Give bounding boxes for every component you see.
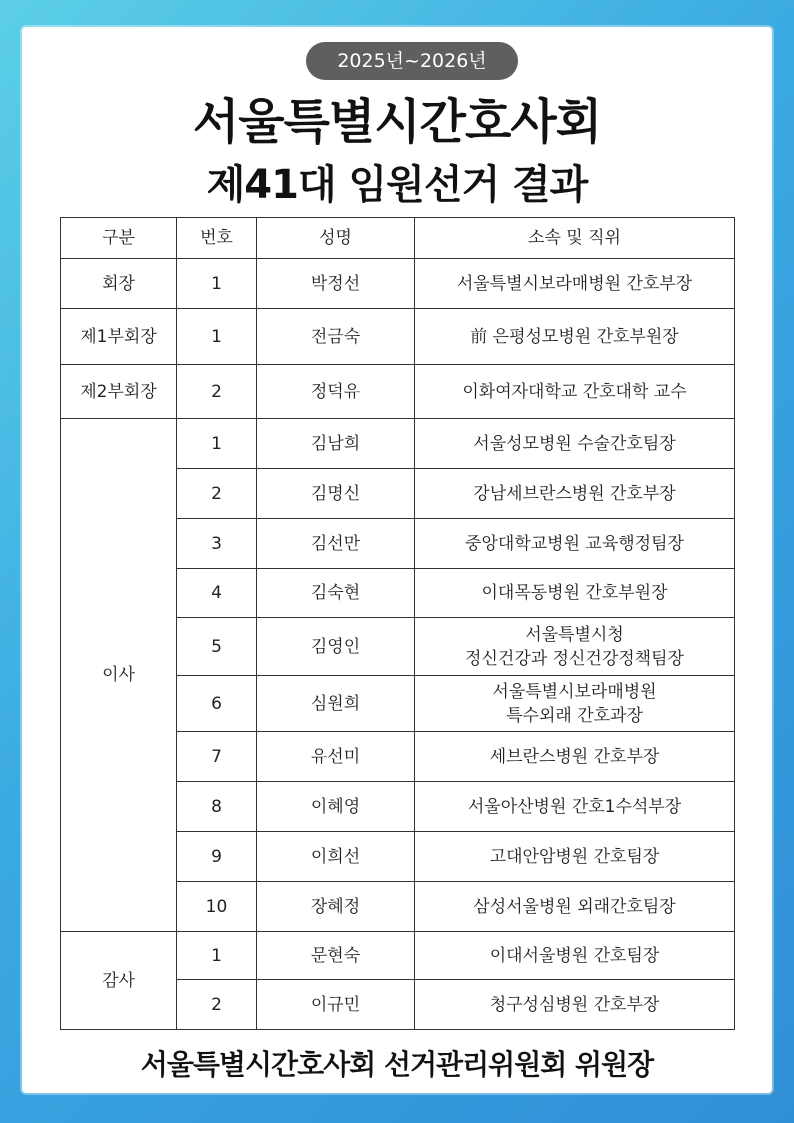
affiliation-line: 이대목동병원 간호부원장 <box>481 583 668 603</box>
affiliation-cell <box>415 882 735 932</box>
affiliation-cell <box>415 932 735 980</box>
number-cell: 1 <box>177 309 257 365</box>
affiliation-line: 정신건강과 정신건강정책팀장 <box>465 648 684 669</box>
affiliation-cell <box>415 259 735 309</box>
header-category: 구분 <box>61 218 177 259</box>
number-cell: 8 <box>177 782 257 832</box>
category-cell: 제2부회장 <box>61 365 177 419</box>
number-cell: 2 <box>177 469 257 519</box>
name-cell: 김남희 <box>257 419 415 469</box>
number-cell: 7 <box>177 732 257 782</box>
affiliation-line: 중앙대학교병원 교육행정팀장 <box>465 533 684 554</box>
number-cell: 6 <box>177 676 257 732</box>
number-cell: 1 <box>177 259 257 309</box>
affiliation-cell <box>415 618 735 676</box>
table-row <box>61 309 735 365</box>
name-cell: 김명신 <box>257 469 415 519</box>
affiliation-cell <box>415 309 735 365</box>
footer-signature: 서울특별시간호사회 선거관리위원회 위원장 <box>140 1048 654 1081</box>
number-cell: 2 <box>177 365 257 419</box>
name-cell: 이혜영 <box>257 782 415 832</box>
name-cell: 이규민 <box>257 980 415 1030</box>
name-cell: 김영인 <box>257 618 415 676</box>
term-badge: 2025년~2026년 <box>306 42 518 80</box>
affiliation-line: 서울특별시청 <box>525 624 624 645</box>
affiliation-line: 서울아산병원 간호1수석부장 <box>467 796 682 817</box>
name-cell: 문현숙 <box>257 932 415 980</box>
affiliation-cell <box>415 676 735 732</box>
affiliation-cell <box>415 569 735 618</box>
page-title: 서울특별시간호사회 <box>192 94 602 150</box>
number-cell: 1 <box>177 932 257 980</box>
affiliation-line: 서울성모병원 수술간호팀장 <box>473 433 676 454</box>
affiliation-cell <box>415 832 735 882</box>
name-cell: 유선미 <box>257 732 415 782</box>
name-cell: 장혜정 <box>257 882 415 932</box>
category-cell: 이사 <box>61 419 177 932</box>
number-cell: 4 <box>177 569 257 618</box>
affiliation-line: 이화여자대학교 간호대학 교수 <box>462 381 687 402</box>
number-cell: 5 <box>177 618 257 676</box>
number-cell: 2 <box>177 980 257 1030</box>
name-cell: 전금숙 <box>257 309 415 365</box>
table-row <box>61 365 735 419</box>
affiliation-cell <box>415 732 735 782</box>
affiliation-line: 前 은평성모병원 간호부원장 <box>470 326 679 347</box>
affiliation-line: 특수외래 간호과장 <box>506 705 643 726</box>
affiliation-line: 이대서울병원 간호팀장 <box>489 945 660 966</box>
number-cell: 3 <box>177 519 257 569</box>
header-number: 번호 <box>177 218 257 259</box>
name-cell: 김숙현 <box>257 569 415 618</box>
affiliation-cell <box>415 469 735 519</box>
name-cell: 정덕유 <box>257 365 415 419</box>
category-cell: 감사 <box>61 932 177 1030</box>
table-row <box>61 419 735 469</box>
number-cell: 9 <box>177 832 257 882</box>
number-cell: 10 <box>177 882 257 932</box>
category-cell: 회장 <box>61 259 177 309</box>
affiliation-cell <box>415 980 735 1030</box>
name-cell: 이희선 <box>257 832 415 882</box>
page-subtitle: 제41대 임원선거 결과 <box>206 162 588 208</box>
name-cell: 김선만 <box>257 519 415 569</box>
name-cell: 심원희 <box>257 676 415 732</box>
affiliation-line: 강남세브란스병원 간호부장 <box>473 483 676 504</box>
affiliation-line: 청구성심병원 간호부장 <box>489 994 660 1015</box>
category-cell: 제1부회장 <box>61 309 177 365</box>
affiliation-cell <box>415 782 735 832</box>
name-cell: 박정선 <box>257 259 415 309</box>
header-name: 성명 <box>257 218 415 259</box>
affiliation-line: 삼성서울병원 외래간호팀장 <box>473 896 676 917</box>
header-affiliation: 소속 및 직위 <box>415 218 735 259</box>
affiliation-cell <box>415 519 735 569</box>
number-cell: 1 <box>177 419 257 469</box>
affiliation-line: 서울특별시보라매병원 간호부장 <box>456 273 693 294</box>
election-results-table <box>60 217 735 1030</box>
affiliation-line: 고대안암병원 간호팀장 <box>489 846 660 867</box>
affiliation-cell <box>415 365 735 419</box>
affiliation-cell <box>415 419 735 469</box>
table-row <box>61 932 735 980</box>
table-header-row <box>61 218 735 259</box>
affiliation-line: 세브란스병원 간호부장 <box>489 746 660 767</box>
table-row <box>61 259 735 309</box>
affiliation-line: 서울특별시보라매병원 <box>492 681 657 702</box>
